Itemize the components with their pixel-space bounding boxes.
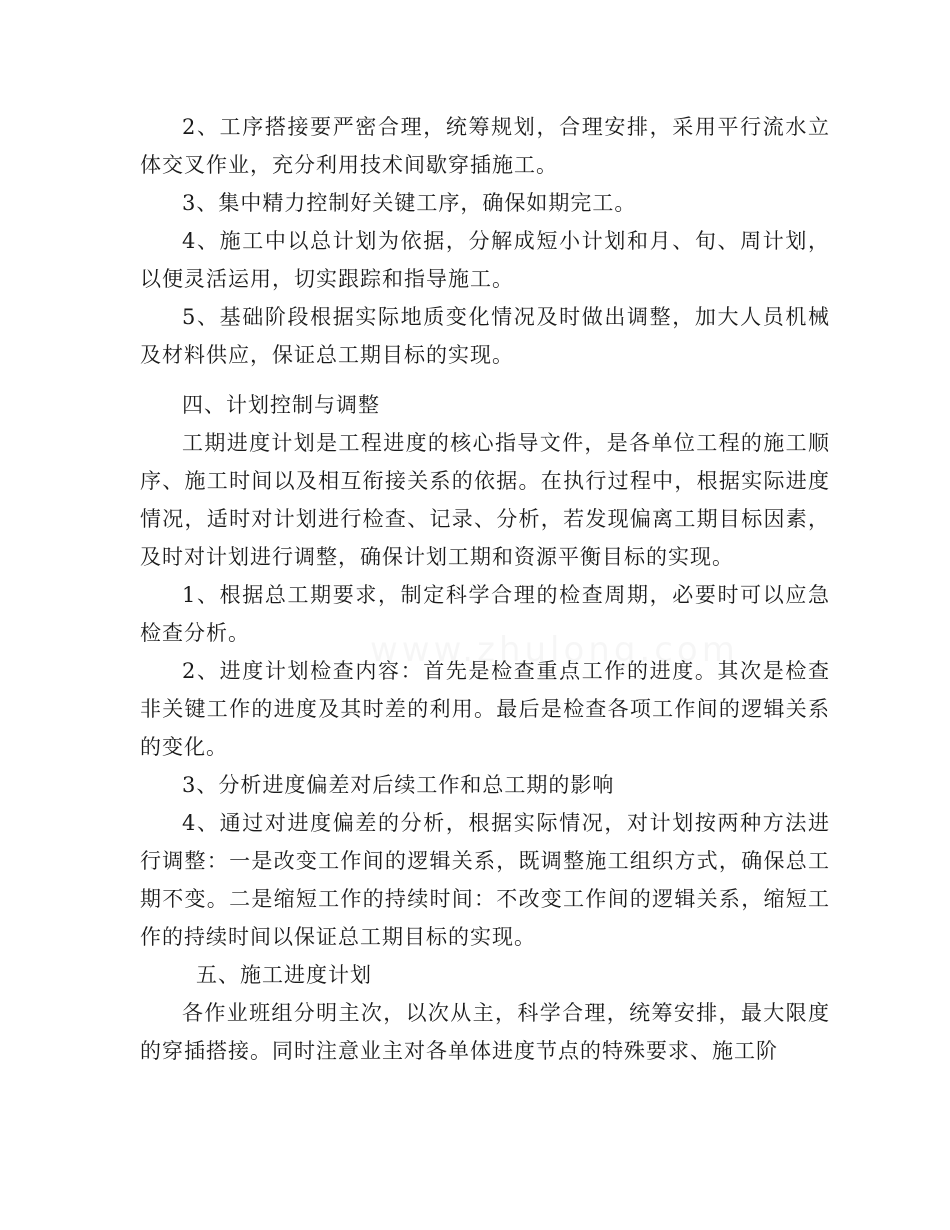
section4-item-1: 1、根据总工期要求，制定科学合理的检查周期，必要时可以应急检查分析。 [140, 583, 830, 645]
paragraph-item-3: 3、集中精力控制好关键工序，确保如期完工。 [182, 191, 637, 215]
section4-item-2: 2、进度计划检查内容：首先是检查重点工作的进度。其次是检查非关键工作的进度及其时差的利用。最后是检查各项工作间的逻辑关系的变化。 [140, 659, 830, 759]
paragraph-item-2: 2、工序搭接要严密合理，统筹规划，合理安排，采用平行流水立体交叉作业，充分利用技术间歇穿插施工。 [140, 115, 830, 177]
document-body [140, 108, 830, 1070]
section-heading-5: 五、施工进度计划 [196, 963, 372, 987]
section4-intro-paragraph: 工期进度计划是工程进度的核心指导文件，是各单位工程的施工顺序、施工时间以及相互衔接关系的依据。在执行过程中，根据实际进度情况，适时对计划进行检查、记录、分析，若发现偏离工期目标因素，及时对计划进行调整，确保计划工期和资源平衡目标的实现。 [140, 431, 830, 569]
section-heading-4: 四、计划控制与调整 [182, 393, 380, 417]
section5-paragraph: 各作业班组分明主次，以次从主，科学合理，统筹安排，最大限度的穿插搭接。同时注意业主对各单体进度节点的特殊要求、施工阶 [140, 1001, 830, 1063]
section4-item-4: 4、通过对进度偏差的分析，根据实际情况，对计划按两种方法进行调整：一是改变工作间的逻辑关系，既调整施工组织方式，确保总工期不变。二是缩短工作的持续时间：不改变工作间的逻辑关系，缩短工作的持续时间以保证总工期目标的实现。 [140, 811, 830, 949]
section4-item-3: 3、分析进度偏差对后续工作和总工期的影响 [182, 773, 615, 797]
paragraph-item-5: 5、基础阶段根据实际地质变化情况及时做出调整，加大人员机械及材料供应，保证总工期目标的实现。 [140, 305, 830, 367]
paragraph-item-4: 4、施工中以总计划为依据，分解成短小计划和月、旬、周计划，以便灵活运用，切实跟踪和指导施工。 [140, 229, 830, 291]
